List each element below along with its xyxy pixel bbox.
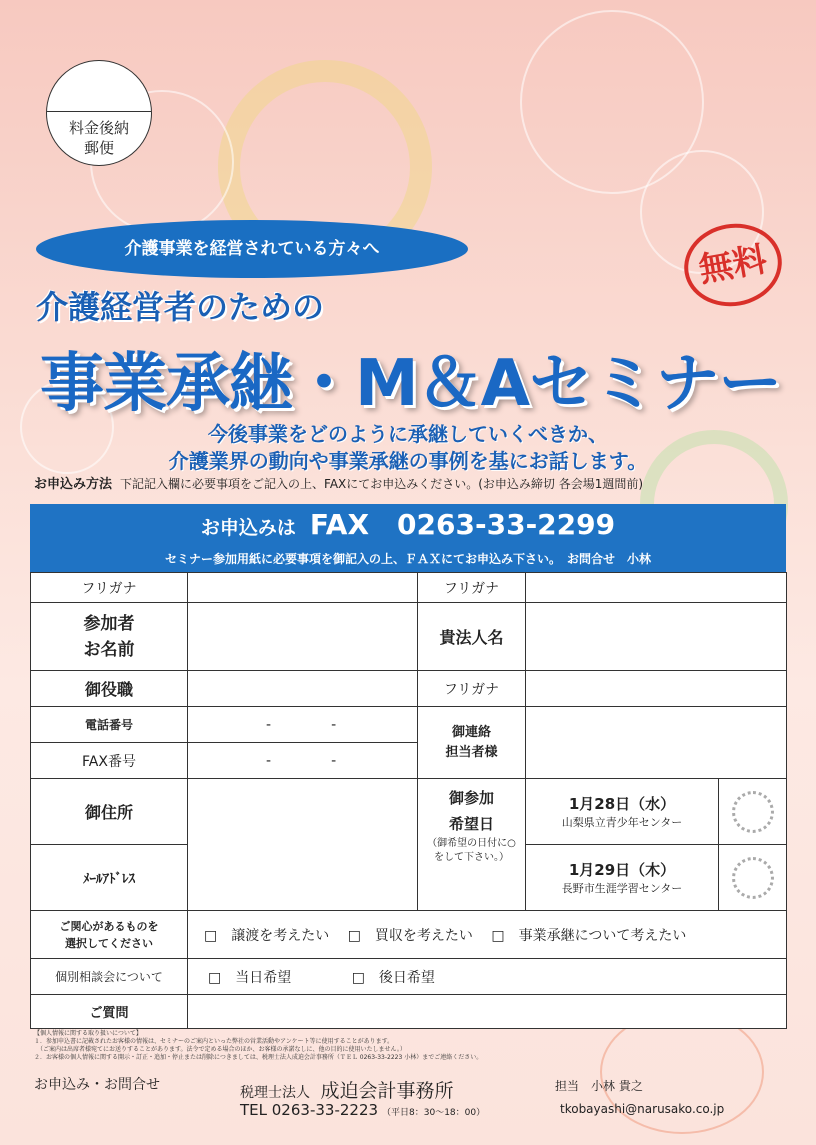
attend-date-label bbox=[418, 779, 526, 911]
interest-label bbox=[31, 911, 188, 959]
furigana-label: フリガナ bbox=[31, 573, 188, 603]
firm-name-text: 成迫会計事務所 bbox=[320, 1080, 454, 1102]
furigana-name-field[interactable] bbox=[188, 573, 418, 603]
position-field[interactable] bbox=[188, 671, 418, 707]
phone-label: 電話番号 bbox=[31, 707, 188, 743]
attend-label-2: 希望日 bbox=[448, 815, 494, 833]
interest-option-acquire[interactable]: □ 買収を考えたい bbox=[347, 927, 473, 944]
furigana-label: フリガナ bbox=[418, 573, 526, 603]
venue1: 山梨県立青少年センター bbox=[561, 816, 683, 829]
main-title: 事業承継・M＆Aセミナー bbox=[40, 347, 782, 421]
registration-form bbox=[30, 572, 787, 1029]
fax-heading bbox=[30, 508, 786, 541]
fax-note: セミナー参加用紙に必要事項を御記入の上、ＦＡＸにてお申込み下さい。 お問合せ 小林 bbox=[164, 552, 651, 566]
fax-bar bbox=[30, 504, 786, 572]
audience-banner: 介護事業を経営されている方々へ bbox=[36, 220, 468, 278]
privacy-line: （ご案内は出席者様宛てにお送りすることがあります。法令で定める場合のほか、お客様の承諾なしに、他の目的に使用いたしません。） bbox=[34, 1046, 406, 1053]
fax-number: 0263-33-2299 bbox=[397, 508, 616, 541]
method-label: お申込み方法 bbox=[34, 477, 113, 492]
date2: 1月29日（木） bbox=[568, 861, 676, 879]
select-circle-icon[interactable] bbox=[732, 791, 774, 833]
business-hours: （平日8：30～18：00） bbox=[382, 1108, 486, 1118]
subtitle-line1: 今後事業をどのように承継していくべきか、 bbox=[208, 422, 608, 446]
firm-name bbox=[240, 1076, 453, 1103]
furigana-contact-field[interactable] bbox=[526, 671, 787, 707]
firm-tel bbox=[240, 1101, 485, 1119]
attend-label-1: 御参加 bbox=[448, 789, 494, 807]
participant-name-label bbox=[31, 603, 188, 671]
participant-label-2: お名前 bbox=[83, 639, 135, 660]
interest-label-2: 選択してください bbox=[65, 936, 153, 950]
furigana-corp-field[interactable] bbox=[526, 573, 787, 603]
interest-label-1: ご関心があるものを bbox=[59, 919, 159, 933]
footer-contact-label: お申込み・お問合せ bbox=[34, 1077, 160, 1093]
consult-label: 個別相談会について bbox=[31, 959, 188, 995]
question-field[interactable] bbox=[188, 995, 787, 1029]
subtitle-line2: 介護業界の動向や事業承継の事例を基にお話します。 bbox=[168, 449, 648, 473]
date1: 1月28日（水） bbox=[568, 795, 676, 813]
participant-label-1: 参加者 bbox=[83, 613, 135, 634]
date1-circle-cell[interactable] bbox=[719, 779, 787, 845]
date-option-1 bbox=[526, 779, 719, 845]
corp-name-label: 貴法人名 bbox=[418, 603, 526, 671]
contact-email[interactable]: tkobayashi@narusako.co.jp bbox=[560, 1102, 725, 1116]
dash: - bbox=[331, 752, 337, 769]
application-method bbox=[34, 473, 643, 492]
privacy-line: １．参加申込書に記載されたお客様の情報は、セミナーのご案内といった弊社の営業活動やアンケート等に使用することがあります。 bbox=[34, 1038, 394, 1045]
consult-option-later[interactable]: □ 後日希望 bbox=[351, 969, 435, 986]
dash: - bbox=[266, 752, 272, 769]
fax-label: お申込みは bbox=[200, 517, 296, 539]
title-line1: 介護経営者のための bbox=[36, 288, 325, 326]
contact-person: 担当 小林 貴之 bbox=[555, 1079, 643, 1093]
privacy-line: 【個人情報に関する取り扱いについて】 bbox=[34, 1030, 142, 1037]
email-label: ﾒｰﾙｱﾄﾞﾚｽ bbox=[31, 845, 188, 911]
method-text: 下記記入欄に必要事項をご記入の上、FAXにてお申込みください。(お申込み締切 各会場1週間前) bbox=[120, 477, 644, 491]
postal-line2: 郵便 bbox=[83, 139, 114, 157]
venue2: 長野市生涯学習センター bbox=[561, 882, 683, 895]
consult-options bbox=[188, 959, 787, 995]
fax-word: FAX bbox=[309, 508, 370, 541]
address-label: 御住所 bbox=[31, 779, 188, 845]
attend-note: （御希望の日付に○をして下さい。） bbox=[427, 838, 516, 863]
postal-line1: 料金後納 bbox=[68, 119, 129, 137]
furigana-label: フリガナ bbox=[418, 671, 526, 707]
contact-person-label bbox=[418, 707, 526, 779]
date2-circle-cell[interactable] bbox=[719, 845, 787, 911]
contact-label-2: 担当者様 bbox=[445, 744, 498, 760]
address-field[interactable] bbox=[188, 779, 418, 911]
interest-option-succession[interactable]: □ 事業承継について考えたい bbox=[491, 927, 687, 944]
interest-option-transfer[interactable]: □ 譲渡を考えたい bbox=[204, 927, 330, 944]
free-stamp: 無料 bbox=[678, 216, 789, 314]
contact-person-field[interactable] bbox=[526, 707, 787, 779]
contact-label-1: 御連絡 bbox=[451, 724, 491, 740]
date-option-2 bbox=[526, 845, 719, 911]
fax-no-label: FAX番号 bbox=[31, 743, 188, 779]
fax-no-field[interactable] bbox=[188, 743, 418, 779]
consult-option-sameday[interactable]: □ 当日希望 bbox=[208, 969, 292, 986]
interest-options bbox=[188, 911, 787, 959]
tel-number: TEL 0263-33-2223 bbox=[240, 1101, 379, 1119]
position-label: 御役職 bbox=[31, 671, 188, 707]
privacy-line: ２．お客様の個人情報に関する開示・訂正・追加・停止または削除につきましては、税理士法人成迫会計事務所（ＴＥＬ 0263-33-2223 小林）までご連絡ください。 bbox=[34, 1054, 483, 1061]
dash: - bbox=[331, 716, 337, 733]
dash: - bbox=[266, 716, 272, 733]
corp-name-field[interactable] bbox=[526, 603, 787, 671]
participant-name-field[interactable] bbox=[188, 603, 418, 671]
select-circle-icon[interactable] bbox=[732, 857, 774, 899]
privacy-notice bbox=[34, 1030, 774, 1062]
phone-field[interactable] bbox=[188, 707, 418, 743]
question-label: ご質問 bbox=[31, 995, 188, 1029]
firm-prefix: 税理士法人 bbox=[240, 1085, 310, 1101]
postal-mark bbox=[46, 60, 152, 166]
